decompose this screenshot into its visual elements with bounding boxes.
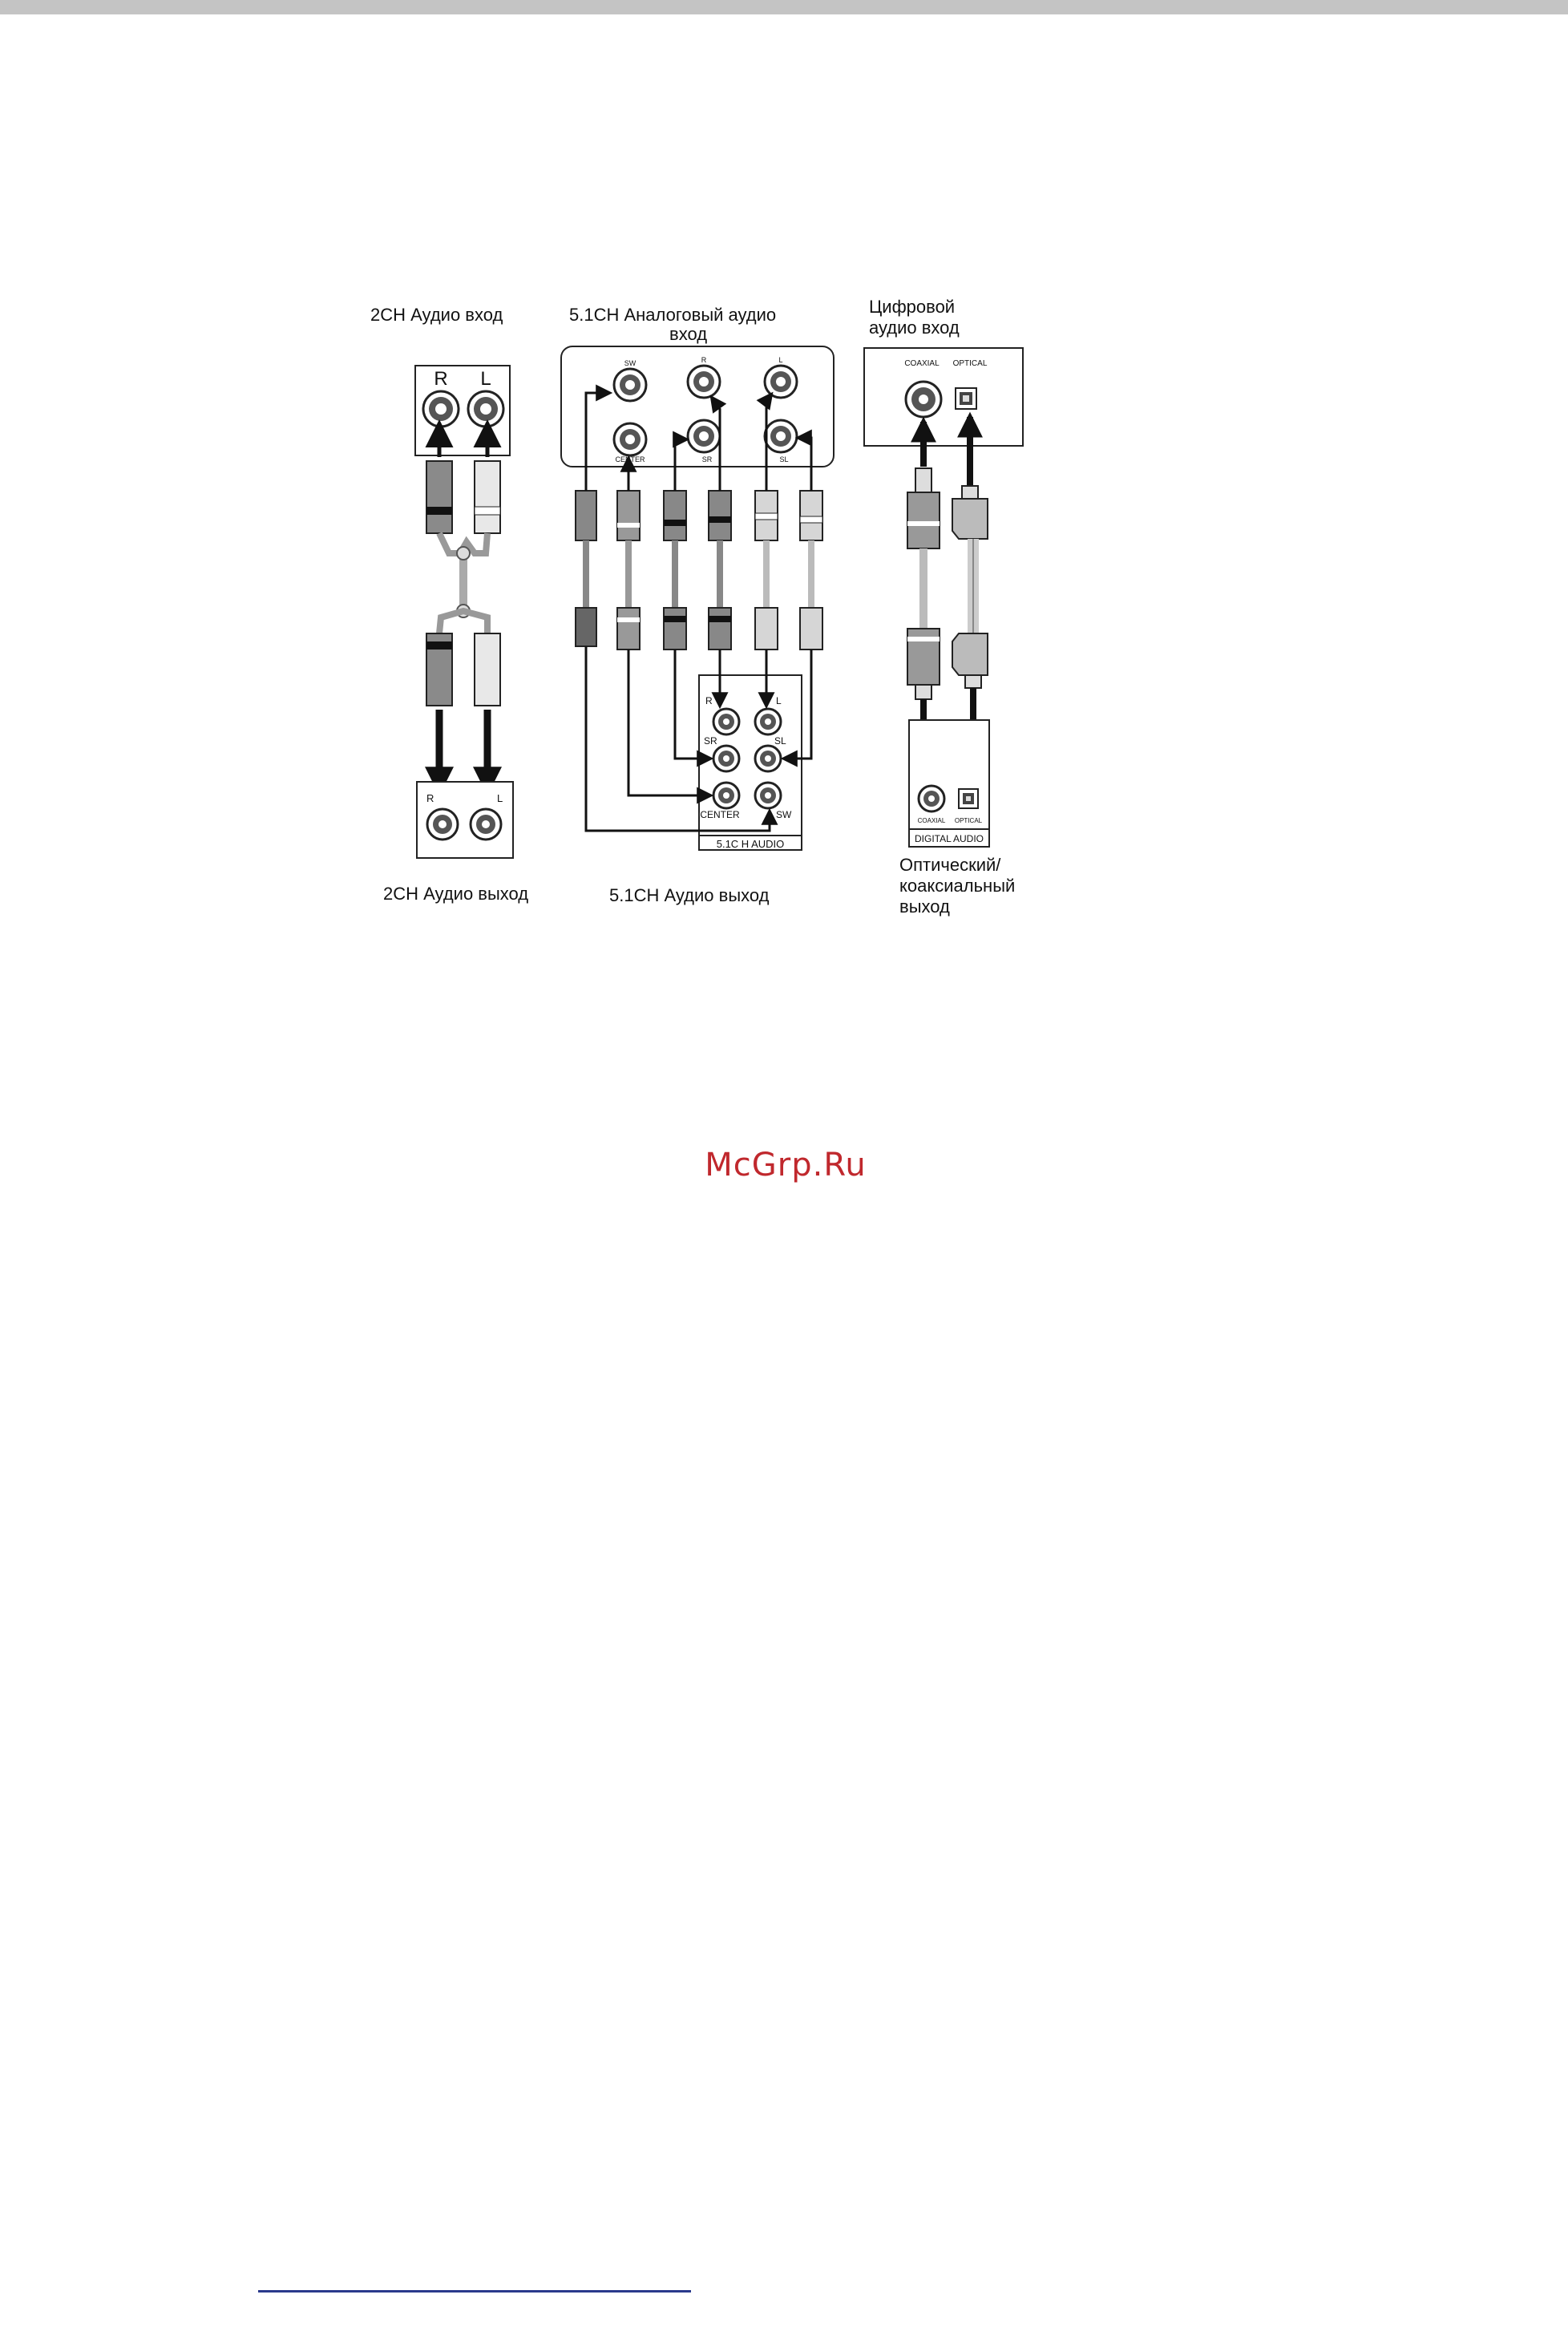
51-out-jack-l	[755, 709, 781, 734]
51-in-label-r: R	[701, 356, 707, 364]
digital-output-coaxial-jack	[919, 786, 944, 811]
2ch-input-label-l: L	[480, 368, 491, 390]
51-out-jack-sl	[755, 746, 781, 771]
2ch-input-jack-l	[468, 391, 503, 427]
digital-coaxial-cable	[907, 468, 940, 699]
51-in-label-center: CENTER	[615, 455, 645, 463]
51-out-label-r: R	[705, 695, 713, 706]
title-digital-output-line1: Оптический/	[899, 855, 1001, 875]
title-digital-output-line2: коаксиальный	[899, 876, 1016, 896]
title-digital-input-line1: Цифровой	[869, 297, 956, 317]
digital-input-label-coaxial: COAXIAL	[904, 359, 940, 368]
digital-output-optical-jack	[959, 789, 978, 808]
digital-input-panel	[864, 348, 1023, 446]
51-in-label-l: L	[778, 356, 783, 364]
digital-input-label-optical: OPTICAL	[952, 359, 988, 368]
51-in-jack-sr	[688, 420, 720, 452]
51-out-label-center: CENTER	[700, 809, 740, 820]
panel-51ch	[561, 305, 834, 905]
51-in-jack-center	[614, 423, 646, 455]
51-cable-1	[576, 491, 596, 646]
51-in-label-sw: SW	[624, 359, 636, 367]
51-out-label-sr: SR	[704, 735, 717, 747]
51-out-jack-r	[713, 709, 739, 734]
2ch-output-label-r: R	[426, 792, 434, 804]
51-out-jack-center	[713, 783, 739, 808]
51-in-label-sl: SL	[779, 455, 789, 463]
2ch-top-plug-r	[426, 461, 452, 533]
51-in-jack-sl	[765, 420, 797, 452]
51-cable-6	[800, 491, 822, 650]
51-in-jack-l	[765, 366, 797, 398]
51-out-jack-sw	[755, 783, 781, 808]
51-output-panel-label: 5.1C H AUDIO	[716, 838, 785, 850]
digital-input-optical-jack	[956, 388, 976, 409]
51-out-jack-sr	[713, 746, 739, 771]
51-cable-5	[755, 491, 778, 650]
title-2ch-output: 2CH Аудио выход	[383, 884, 529, 904]
watermark-text: McGrp.Ru	[705, 1147, 867, 1184]
digital-output-panel	[909, 720, 989, 847]
51-cables	[576, 491, 822, 650]
title-51-input-line2: вход	[669, 324, 708, 344]
title-51-input-line1: 5.1CH Аналоговый аудио	[569, 305, 777, 325]
title-2ch-input: 2CH Аудио вход	[370, 305, 503, 325]
title-digital-output-line3: выход	[899, 896, 950, 917]
2ch-bottom-plug-l	[475, 633, 500, 706]
digital-output-panel-label: DIGITAL AUDIO	[914, 833, 984, 844]
51-cable-3	[664, 491, 686, 650]
footer-rule	[258, 2290, 691, 2293]
audio-connection-diagram	[0, 0, 1568, 962]
2ch-bottom-plug-r	[426, 633, 452, 706]
2ch-output-jack-l	[471, 809, 501, 840]
2ch-input-jack-r	[423, 391, 459, 427]
51-in-jack-sw	[614, 369, 646, 401]
51-out-label-sw: SW	[776, 809, 792, 820]
digital-input-coaxial-jack	[906, 382, 941, 417]
51-in-label-sr: SR	[701, 455, 713, 463]
digital-output-label-coaxial: COAXIAL	[917, 817, 946, 824]
digital-output-label-optical: OPTICAL	[954, 817, 983, 824]
panel-2ch	[370, 305, 528, 904]
2ch-output-jack-r	[427, 809, 458, 840]
51-cable-2	[617, 491, 640, 650]
title-51-output: 5.1CH Аудио выход	[609, 885, 770, 905]
digital-optical-cable	[952, 486, 988, 688]
2ch-top-plug-l	[475, 461, 500, 533]
51-out-label-sl: SL	[774, 735, 786, 747]
panel-digital	[864, 297, 1023, 917]
2ch-input-label-r: R	[434, 368, 448, 390]
51-out-label-l: L	[776, 695, 782, 706]
2ch-output-label-l: L	[497, 792, 503, 804]
title-digital-input-line2: аудио вход	[869, 318, 960, 338]
51-cable-4	[709, 491, 731, 650]
51-in-jack-r	[688, 366, 720, 398]
